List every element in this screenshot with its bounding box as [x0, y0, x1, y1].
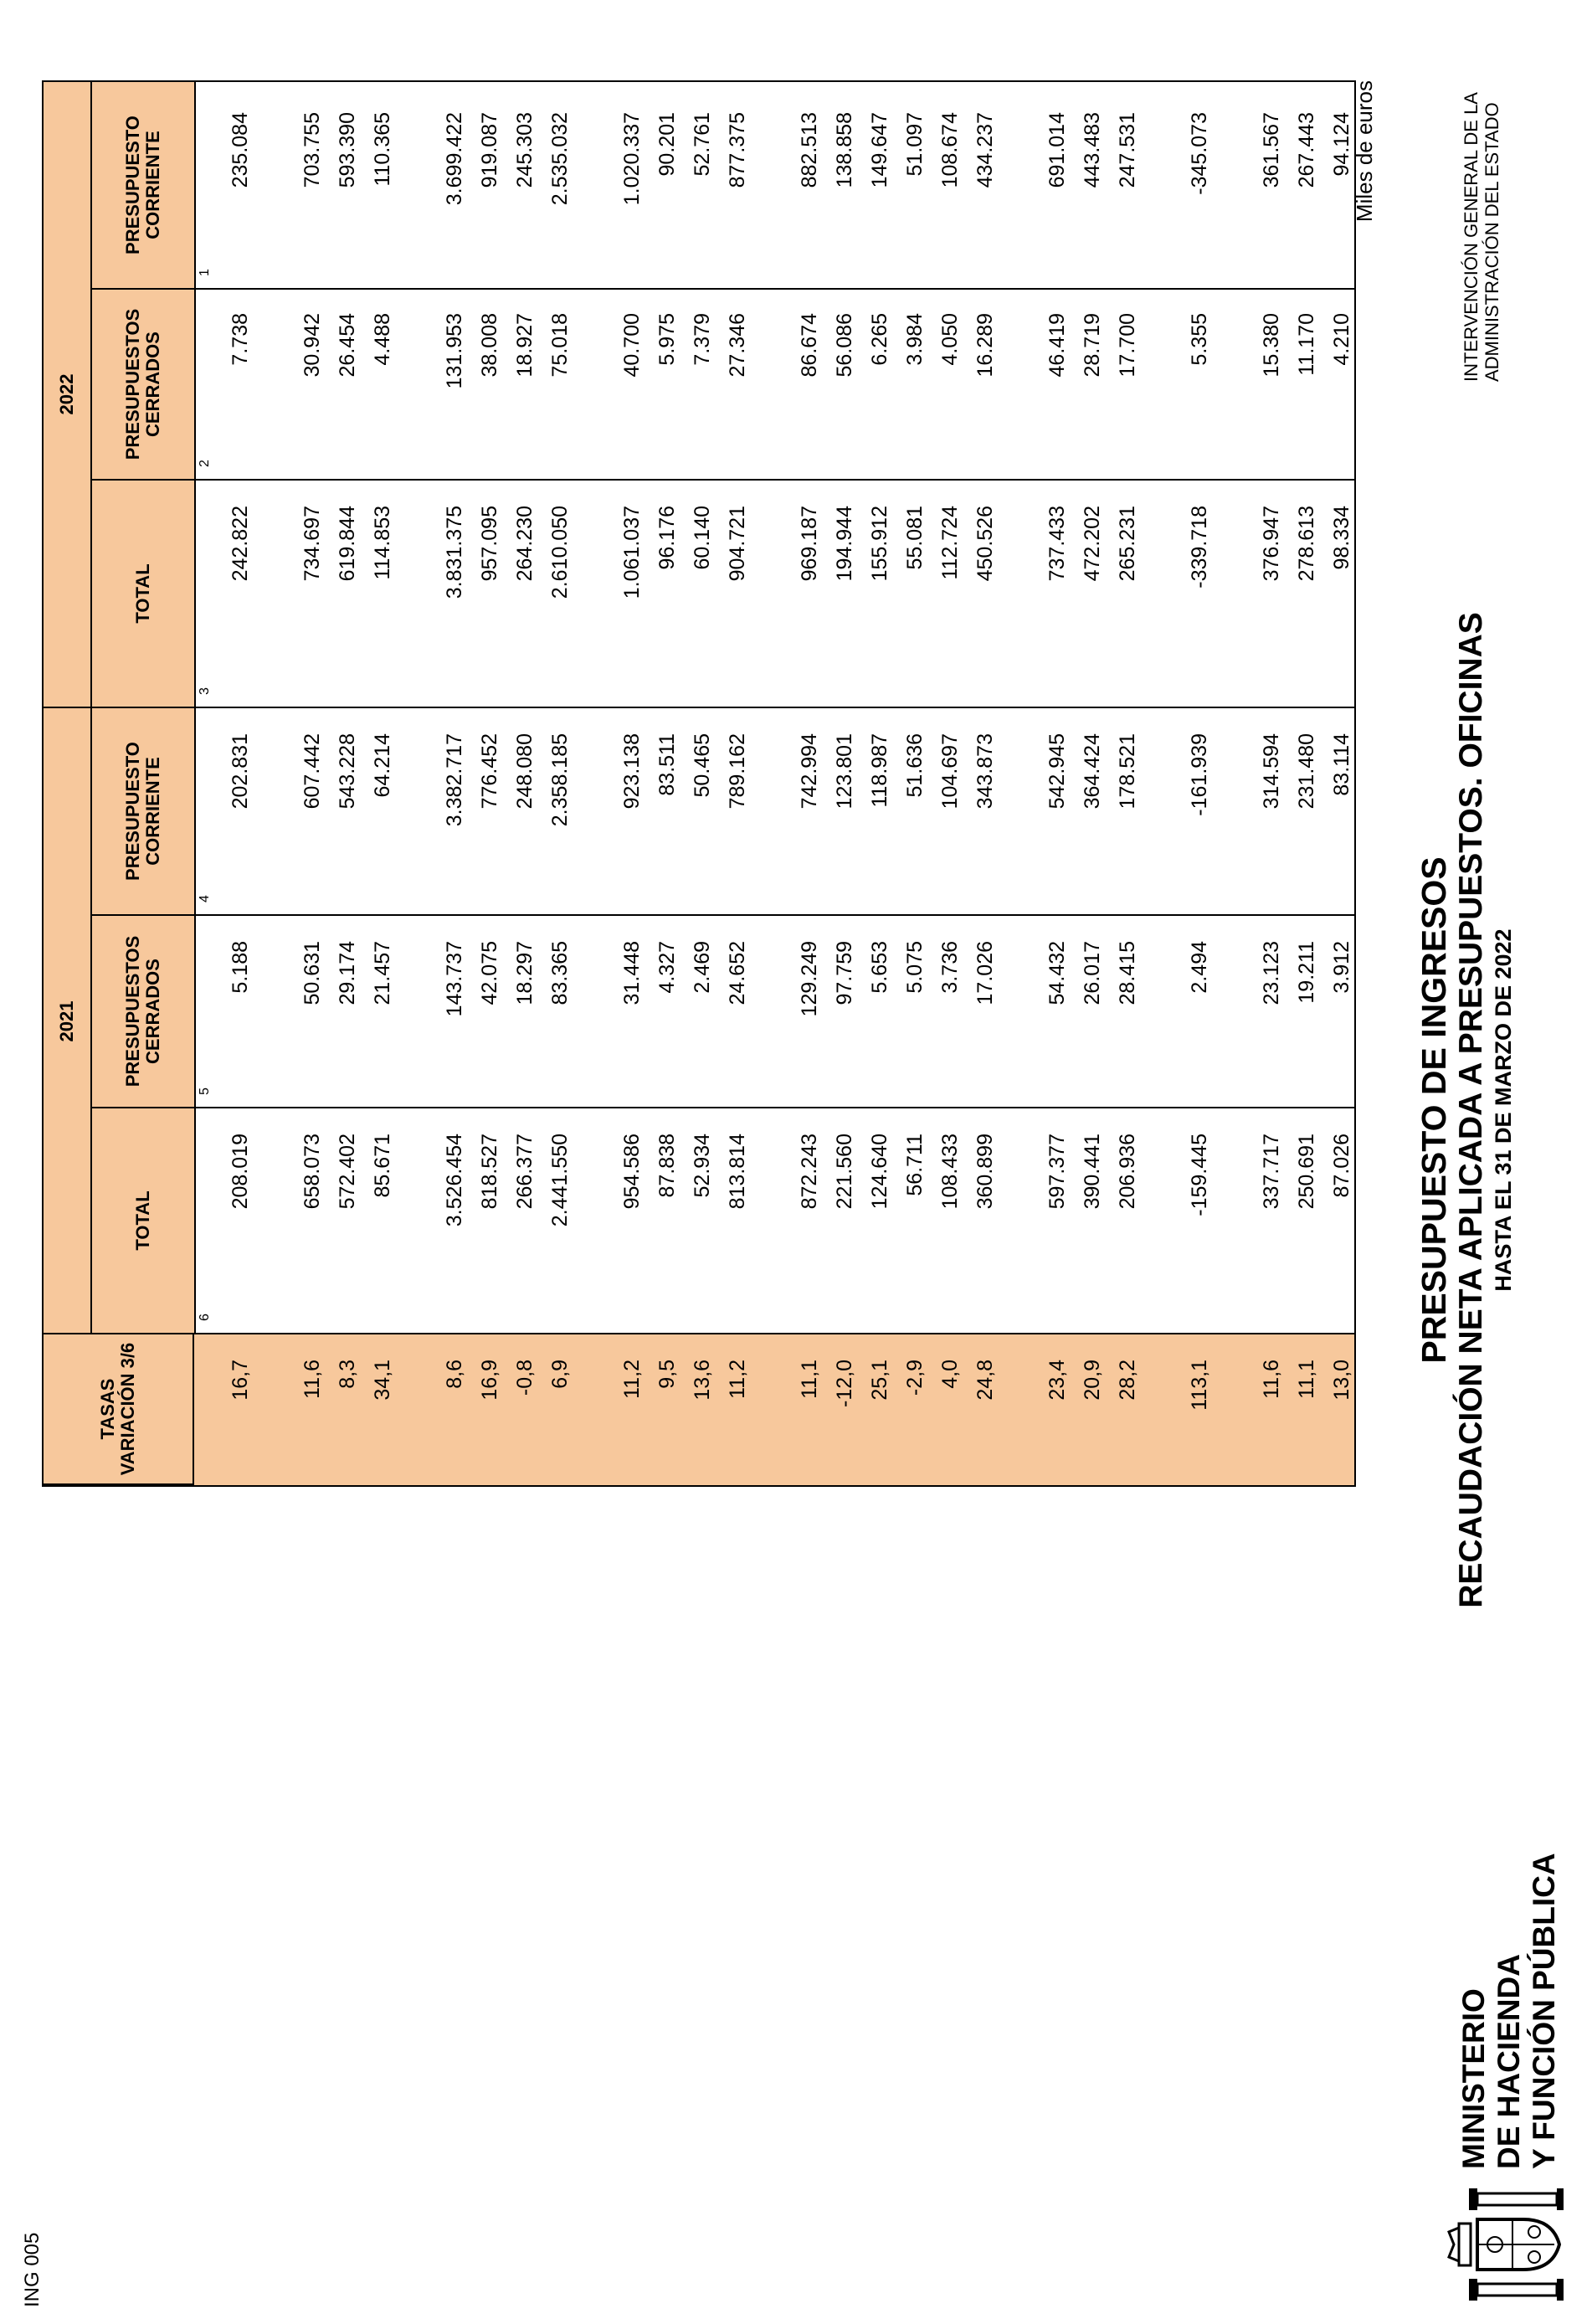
column-header-5: PRESUPUESTOS CERRADOS [92, 916, 194, 1108]
value-cell: 5.653 [868, 941, 891, 994]
rate-cell: -12,0 [833, 1360, 856, 1407]
value-cell: 5.188 [229, 941, 252, 994]
rate-cell: 13,0 [1330, 1360, 1353, 1401]
value-cell: 108.674 [938, 112, 962, 188]
value-cell: 55.081 [903, 506, 927, 570]
value-cell: 19.211 [1295, 941, 1318, 1004]
value-cell: 957.095 [478, 506, 501, 582]
value-cell: 543.228 [336, 733, 359, 810]
value-cell: 4.488 [371, 313, 394, 366]
value-cell: 104.697 [938, 733, 962, 810]
value-cell: 123.801 [833, 733, 856, 810]
value-cell: 1.061.037 [620, 506, 644, 599]
value-cell: 208.019 [229, 1134, 252, 1210]
value-cell: 2.535.032 [548, 112, 572, 206]
value-cell: 337.717 [1260, 1134, 1283, 1210]
value-cell: 56.711 [903, 1134, 927, 1196]
value-cell: -159.445 [1188, 1134, 1211, 1216]
rate-cell: 16,9 [478, 1360, 501, 1401]
value-cell: 3.912 [1330, 941, 1353, 994]
unit-label: Miles de euros [1352, 80, 1377, 223]
rate-cell: 28,2 [1116, 1360, 1139, 1401]
rate-cell: 11,2 [726, 1360, 749, 1399]
value-cell: 776.452 [478, 733, 501, 810]
value-cell: 7.379 [691, 313, 714, 366]
value-cell: 472.202 [1081, 506, 1104, 582]
value-cell: 28.415 [1116, 941, 1139, 1005]
rate-cell: 13,6 [691, 1360, 714, 1401]
value-cell: 108.433 [938, 1134, 962, 1210]
value-cell: 42.075 [478, 941, 501, 1005]
value-cell: 248.080 [513, 733, 537, 810]
value-cell: 15.380 [1260, 313, 1283, 378]
value-cell: 434.237 [973, 112, 997, 188]
value-cell: 278.613 [1295, 506, 1318, 582]
value-cell: 27.346 [726, 313, 749, 378]
rate-cell: 8,6 [443, 1360, 466, 1389]
rate-cell: -2,9 [903, 1360, 927, 1396]
value-cell: 29.174 [336, 941, 359, 1005]
value-cell: 954.586 [620, 1134, 644, 1210]
value-cell: 155.912 [868, 506, 891, 582]
value-cell: 3.699.422 [443, 112, 466, 206]
rate-cell: 11,6 [1260, 1360, 1283, 1399]
value-cell: -345.073 [1188, 112, 1211, 195]
value-cell: 118.987 [868, 733, 891, 808]
column-header-6: TOTAL [92, 1108, 194, 1334]
value-cell: -161.939 [1188, 733, 1211, 816]
value-cell: 51.636 [903, 733, 927, 798]
value-cell: 54.432 [1045, 941, 1069, 1005]
report-titles [1415, 482, 1517, 1738]
value-cell: 26.454 [336, 313, 359, 378]
igae-name: INTERVENCIÓN GENERAL DE LA ADMINISTRACIÓN DEL ESTADO [1461, 92, 1502, 382]
value-cell: 3.831.375 [443, 506, 466, 599]
value-cell: 4.210 [1330, 313, 1353, 366]
value-cell: 737.433 [1045, 506, 1069, 582]
value-cell: 40.700 [620, 313, 644, 378]
value-cell: 38.008 [478, 313, 501, 378]
value-cell: 83.365 [548, 941, 572, 1005]
value-cell: 789.162 [726, 733, 749, 810]
column-number-2: 2 [198, 460, 212, 467]
rate-cell: 11,1 [1295, 1360, 1318, 1399]
value-cell: 24.652 [726, 941, 749, 1005]
value-cell: 4.050 [938, 313, 962, 366]
value-cell: 90.201 [655, 112, 679, 177]
value-cell: 16.289 [973, 313, 997, 378]
value-cell: 23.123 [1260, 941, 1283, 1005]
value-cell: 11.170 [1295, 313, 1318, 376]
value-cell: 361.567 [1260, 112, 1283, 188]
value-cell: 572.402 [336, 1134, 359, 1210]
value-cell: 231.480 [1295, 733, 1318, 810]
value-cell: 83.511 [655, 733, 679, 796]
data-table [42, 80, 1356, 1487]
value-cell: 85.671 [371, 1134, 394, 1198]
value-cell: 110.365 [371, 112, 394, 187]
value-cell: 266.377 [513, 1134, 537, 1210]
report-title: PRESUPUESTO DE INGRESOS [1415, 856, 1453, 1364]
rate-cell: 20,9 [1081, 1360, 1104, 1401]
rate-cell: 34,1 [371, 1360, 394, 1401]
column-header-2: PRESUPUESTOS CERRADOS [92, 290, 194, 481]
value-cell: 124.640 [868, 1134, 891, 1210]
value-cell: 2.610.050 [548, 506, 572, 599]
rate-cell: 9,5 [655, 1360, 679, 1389]
value-cell: 60.140 [691, 506, 714, 570]
value-cell: 7.738 [229, 313, 252, 366]
column-header-4: PRESUPUESTO CORRIENTE [92, 708, 194, 916]
value-cell: 597.377 [1045, 1134, 1069, 1210]
value-cell: 86.674 [798, 313, 821, 378]
column-number-4: 4 [198, 895, 212, 902]
value-cell: 178.521 [1116, 733, 1139, 810]
value-cell: 18.927 [513, 313, 537, 378]
value-cell: 3.382.717 [443, 733, 466, 827]
value-cell: 247.531 [1116, 112, 1139, 188]
rate-cell: 11,6 [300, 1360, 324, 1399]
value-cell: 818.527 [478, 1134, 501, 1210]
value-cell: 265.231 [1116, 506, 1139, 582]
value-cell: 98.334 [1330, 506, 1353, 570]
value-cell: 17.026 [973, 941, 997, 1005]
value-cell: 5.355 [1188, 313, 1211, 366]
value-cell: 30.942 [300, 313, 324, 378]
value-cell: 87.838 [655, 1134, 679, 1198]
value-cell: 143.737 [443, 941, 466, 1017]
rate-cell: 6,9 [548, 1360, 572, 1389]
value-cell: 619.844 [336, 506, 359, 582]
rate-cell: -0,8 [513, 1360, 537, 1396]
value-cell: 364.424 [1081, 733, 1104, 810]
value-cell: 131.953 [443, 313, 466, 389]
value-cell: 114.853 [371, 506, 394, 580]
value-cell: 2.358.185 [548, 733, 572, 827]
value-cell: 94.124 [1330, 112, 1353, 177]
value-cell: 194.944 [833, 506, 856, 582]
value-cell: 593.390 [336, 112, 359, 188]
value-cell: 542.945 [1045, 733, 1069, 810]
value-cell: 919.087 [478, 112, 501, 188]
value-cell: 5.075 [903, 941, 927, 994]
rate-cell: 23,4 [1045, 1360, 1069, 1401]
value-cell: 50.631 [300, 941, 324, 1005]
value-cell: -339.718 [1188, 506, 1211, 589]
value-cell: 882.513 [798, 112, 821, 188]
value-cell: 1.020.337 [620, 112, 644, 206]
value-cell: 658.073 [300, 1134, 324, 1210]
value-cell: 450.526 [973, 506, 997, 582]
rate-header: TASAS VARIACIÓN 3/6 [44, 1334, 194, 1485]
value-cell: 703.755 [300, 112, 324, 188]
rate-cell: 8,3 [336, 1360, 359, 1389]
value-cell: 2.441.550 [548, 1134, 572, 1227]
value-cell: 3.736 [938, 941, 962, 994]
value-cell: 813.814 [726, 1134, 749, 1210]
column-number-5: 5 [198, 1087, 212, 1095]
column-header-1: PRESUPUESTO CORRIENTE [92, 82, 194, 290]
rate-cell: 25,1 [868, 1360, 891, 1401]
value-cell: 742.994 [798, 733, 821, 810]
value-cell: 17.700 [1116, 313, 1139, 378]
value-cell: 2.494 [1188, 941, 1211, 994]
value-cell: 75.018 [548, 313, 572, 378]
rate-cell: 11,2 [620, 1360, 644, 1399]
rate-cell: 113,1 [1188, 1360, 1211, 1411]
value-cell: 112.724 [938, 506, 962, 580]
column-number-1: 1 [198, 269, 212, 276]
value-cell: 245.303 [513, 112, 537, 188]
value-cell: 51.097 [903, 112, 927, 177]
value-cell: 96.176 [655, 506, 679, 570]
value-cell: 390.441 [1081, 1134, 1104, 1210]
value-cell: 26.017 [1081, 941, 1104, 1005]
value-cell: 734.697 [300, 506, 324, 582]
value-cell: 607.442 [300, 733, 324, 810]
rate-cell: 4,0 [938, 1360, 962, 1389]
value-cell: 443.483 [1081, 112, 1104, 188]
value-cell: 52.934 [691, 1134, 714, 1198]
column-number-3: 3 [198, 687, 212, 695]
value-cell: 52.761 [691, 112, 714, 177]
value-cell: 264.230 [513, 506, 537, 582]
form-code: ING 005 [21, 2232, 44, 2307]
value-cell: 28.719 [1081, 313, 1104, 378]
value-cell: 314.594 [1260, 733, 1283, 810]
value-cell: 2.469 [691, 941, 714, 994]
value-cell: 87.026 [1330, 1134, 1353, 1198]
value-cell: 138.858 [833, 112, 856, 188]
ministry-name: MINISTERIO DE HACIENDA Y FUNCIÓN PÚBLICA [1456, 1853, 1561, 2169]
value-cell: 267.443 [1295, 112, 1318, 188]
value-cell: 250.691 [1295, 1134, 1318, 1210]
value-cell: 969.187 [798, 506, 821, 582]
value-cell: 376.947 [1260, 506, 1283, 582]
value-cell: 206.936 [1116, 1134, 1139, 1210]
value-cell: 221.560 [833, 1134, 856, 1210]
value-cell: 3.984 [903, 313, 927, 366]
year-2021-header: 2021 [44, 708, 92, 1334]
value-cell: 50.465 [691, 733, 714, 798]
rate-cell: 11,1 [798, 1360, 821, 1399]
value-cell: 18.297 [513, 941, 537, 1005]
column-header-3: TOTAL [92, 481, 194, 708]
value-cell: 202.831 [229, 733, 252, 810]
value-cell: 5.975 [655, 313, 679, 366]
year-2022-header: 2022 [44, 82, 92, 708]
value-cell: 21.457 [371, 941, 394, 1005]
value-cell: 6.265 [868, 313, 891, 366]
value-cell: 4.327 [655, 941, 679, 994]
value-cell: 923.138 [620, 733, 644, 810]
value-cell: 877.375 [726, 112, 749, 188]
value-cell: 64.214 [371, 733, 394, 798]
value-cell: 31.448 [620, 941, 644, 1005]
value-cell: 872.243 [798, 1134, 821, 1210]
value-cell: 691.014 [1045, 112, 1069, 188]
value-cell: 242.822 [229, 506, 252, 582]
value-cell: 129.249 [798, 941, 821, 1017]
value-cell: 3.526.454 [443, 1134, 466, 1227]
value-cell: 235.084 [229, 112, 252, 188]
value-cell: 149.647 [868, 112, 891, 188]
coat-of-arms-icon [1444, 2182, 1569, 2307]
rate-cell: 16,7 [229, 1360, 252, 1401]
column-number-6: 6 [198, 1314, 212, 1321]
value-cell: 83.114 [1330, 733, 1353, 796]
value-cell: 97.759 [833, 941, 856, 1005]
report-subtitle: RECAUDACIÓN NETA APLICADA A PRESUPUESTOS. OFICINAS [1453, 612, 1489, 1608]
value-cell: 56.086 [833, 313, 856, 378]
value-cell: 904.721 [726, 506, 749, 582]
value-cell: 46.419 [1045, 313, 1069, 378]
value-cell: 343.873 [973, 733, 997, 810]
value-cell: 360.899 [973, 1134, 997, 1210]
report-period: HASTA EL 31 DE MARZO DE 2022 [1491, 928, 1516, 1292]
rate-cell: 24,8 [973, 1360, 997, 1401]
